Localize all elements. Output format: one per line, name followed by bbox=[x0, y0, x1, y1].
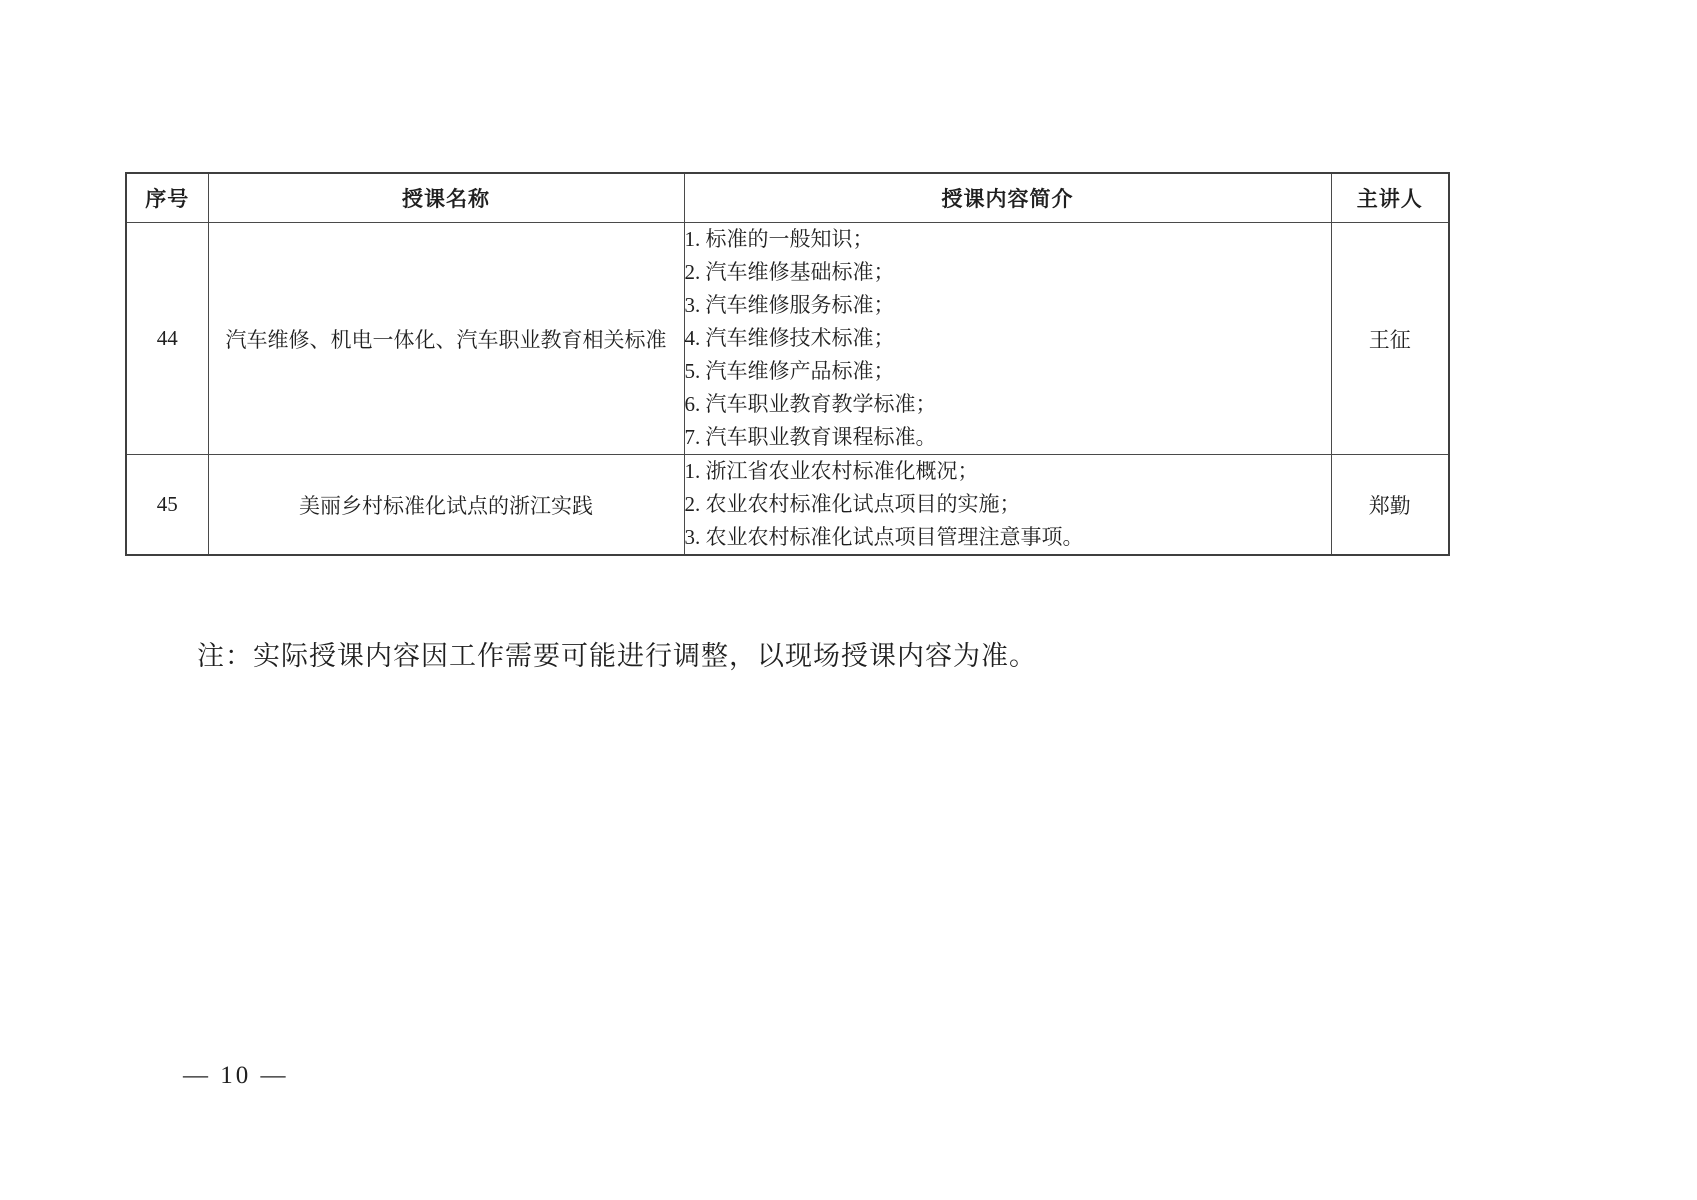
header-serial-number: 序号 bbox=[126, 173, 208, 223]
cell-course-name: 汽车维修、机电一体化、汽车职业教育相关标准 bbox=[208, 223, 684, 455]
content-line: 5. 汽车维修产品标准； bbox=[684, 359, 895, 383]
cell-course-content bbox=[684, 455, 1331, 556]
table-row bbox=[126, 223, 1449, 455]
header-course-content: 授课内容简介 bbox=[684, 173, 1331, 223]
content-line: 7. 汽车职业教育课程标准。 bbox=[684, 425, 937, 449]
cell-serial-number: 44 bbox=[126, 223, 208, 455]
cell-course-content bbox=[684, 223, 1331, 455]
table-row bbox=[126, 455, 1449, 556]
page-number: — 10 — bbox=[183, 1062, 289, 1089]
content-line: 1. 标准的一般知识； bbox=[684, 227, 874, 251]
content-line: 3. 农业农村标准化试点项目管理注意事项。 bbox=[684, 525, 1084, 549]
header-course-name: 授课名称 bbox=[208, 173, 684, 223]
cell-lecturer: 郑勤 bbox=[1331, 455, 1449, 556]
content-line: 6. 汽车职业教育教学标准； bbox=[684, 392, 937, 416]
content-line: 1. 浙江省农业农村标准化概况； bbox=[684, 459, 979, 483]
course-table bbox=[125, 172, 1450, 556]
content-line: 3. 汽车维修服务标准； bbox=[684, 293, 895, 317]
content-line: 2. 汽车维修基础标准； bbox=[684, 260, 895, 284]
table-header-row bbox=[126, 173, 1449, 223]
content-line: 4. 汽车维修技术标准； bbox=[684, 326, 895, 350]
header-lecturer: 主讲人 bbox=[1331, 173, 1449, 223]
cell-lecturer: 王征 bbox=[1331, 223, 1449, 455]
content-line: 2. 农业农村标准化试点项目的实施； bbox=[684, 492, 1021, 516]
footnote-text: 注：实际授课内容因工作需要可能进行调整，以现场授课内容为准。 bbox=[197, 641, 1037, 671]
cell-serial-number: 45 bbox=[126, 455, 208, 556]
cell-course-name: 美丽乡村标准化试点的浙江实践 bbox=[208, 455, 684, 556]
